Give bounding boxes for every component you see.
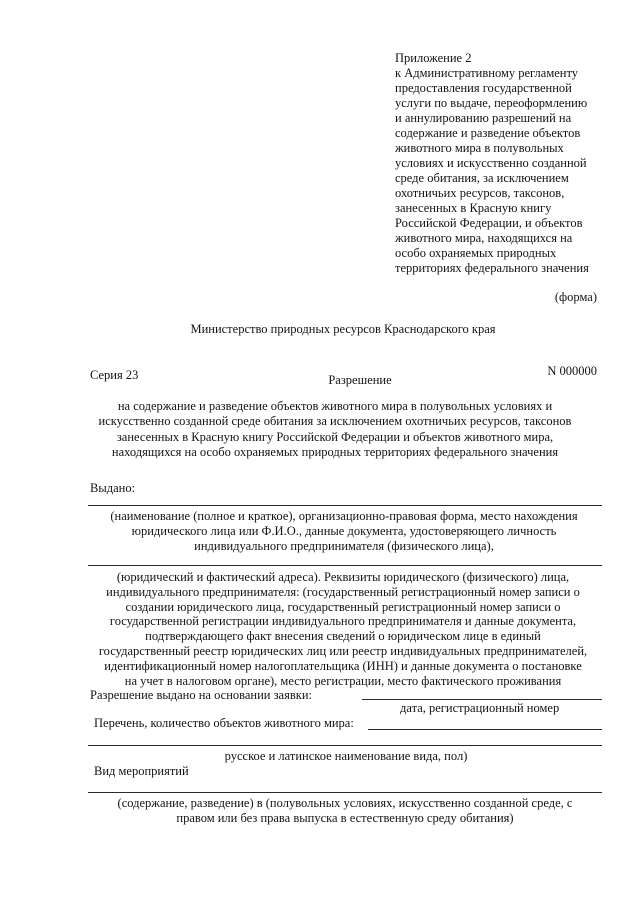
objects-label: Перечень, количество объектов животного мира:	[94, 716, 354, 730]
caption-line: подтверждающего факт внесения сведений о юридическом лице в единый	[145, 629, 541, 644]
activity-label: Вид мероприятий	[94, 764, 189, 778]
appendix-line: содержание и разведение объектов	[395, 126, 581, 140]
basis-caption: дата, регистрационный номер	[400, 701, 560, 715]
series-label: Серия 23	[90, 368, 139, 382]
appendix-line: территориях федерального значения	[395, 261, 589, 275]
appendix-line: условиях и искусственно созданной	[395, 156, 587, 170]
caption-line: (наименование (полное и краткое), организационно-правовая форма, место нахождения	[110, 509, 578, 523]
appendix-line: Российской Федерации, и объектов	[395, 216, 583, 230]
caption-line: государственной регистрации индивидуального предпринимателя и данные документа,	[109, 614, 577, 629]
caption-line: государственный реестр юридических лиц или реестр индивидуальных предпринимателей,	[98, 643, 588, 658]
basis-fill-line	[362, 699, 602, 700]
appendix-line: предоставления государственной	[395, 81, 572, 95]
appendix-line: особо охраняемых природных	[395, 246, 557, 260]
requisites-caption	[80, 570, 606, 688]
permit-number: N 000000	[547, 364, 597, 378]
appendix-line: Приложение 2	[395, 51, 472, 65]
basis-label: Разрешение выдано на основании заявки:	[90, 688, 312, 702]
appendix-line: животного мира, находящихся на	[395, 231, 573, 245]
caption-line: (содержание, разведение) в (полувольных условиях, искусственно созданной среде, с	[117, 796, 573, 810]
holder-fill-line	[88, 505, 602, 506]
document-title: Разрешение	[328, 373, 392, 387]
caption-line: идентификационный номер налогоплательщика (ИНН) и данные документа о постановке	[104, 658, 582, 673]
permit-subject	[72, 399, 598, 460]
caption-line: индивидуального предпринимателя (физического лица),	[194, 539, 494, 553]
appendix-line: среде обитания, за исключением	[395, 171, 569, 185]
objects-caption: русское и латинское наименование вида, пол)	[224, 749, 468, 763]
appendix-line: услуги по выдаче, переоформлению	[395, 96, 588, 110]
issued-to-label: Выдано:	[90, 481, 136, 495]
caption-line: юридического лица или Ф.И.О., данные документа, удостоверяющего личность	[131, 524, 557, 538]
subject-line: на содержание и разведение объектов животного мира в полувольных условиях и	[117, 399, 553, 413]
subject-line: находящихся на особо охраняемых природных территориях федерального значения	[111, 444, 559, 459]
appendix-note	[395, 51, 589, 276]
activity-caption	[82, 796, 608, 825]
holder-caption	[81, 509, 607, 554]
subject-line: искусственно созданной среде обитания за исключением охотничьих ресурсов, таксонов	[98, 414, 572, 429]
appendix-line: и аннулированию разрешений на	[395, 111, 572, 125]
activity-fill-line	[88, 792, 602, 793]
objects-fill-line-2	[88, 745, 602, 746]
caption-line: правом или без права выпуска в естественную среду обитания)	[176, 810, 514, 825]
objects-fill-line	[368, 729, 602, 730]
caption-line: индивидуального предпринимателя: (государственный регистрационный номер записи о	[106, 584, 580, 599]
address-fill-line	[88, 565, 602, 566]
ministry-name: Министерство природных ресурсов Краснодарского края	[190, 322, 496, 336]
subject-line: занесенных в Красную книгу Российской Федерации и объектов животного мира,	[116, 429, 554, 444]
appendix-line: к Административному регламенту	[395, 66, 579, 80]
caption-line: на учет в налоговом органе), место регистрации, место фактического проживания	[124, 673, 562, 688]
caption-line: создании юридического лица, государственный регистрационный номер записи о	[125, 599, 561, 614]
caption-line: (юридический и фактический адреса). Реквизиты юридического (физического) лица,	[116, 570, 570, 584]
appendix-line: охотничьих ресурсов, таксонов,	[395, 186, 565, 200]
form-label: (форма)	[554, 290, 597, 304]
appendix-line: занесенных в Красную книгу	[395, 201, 552, 215]
appendix-line: животного мира в полувольных	[395, 141, 564, 155]
